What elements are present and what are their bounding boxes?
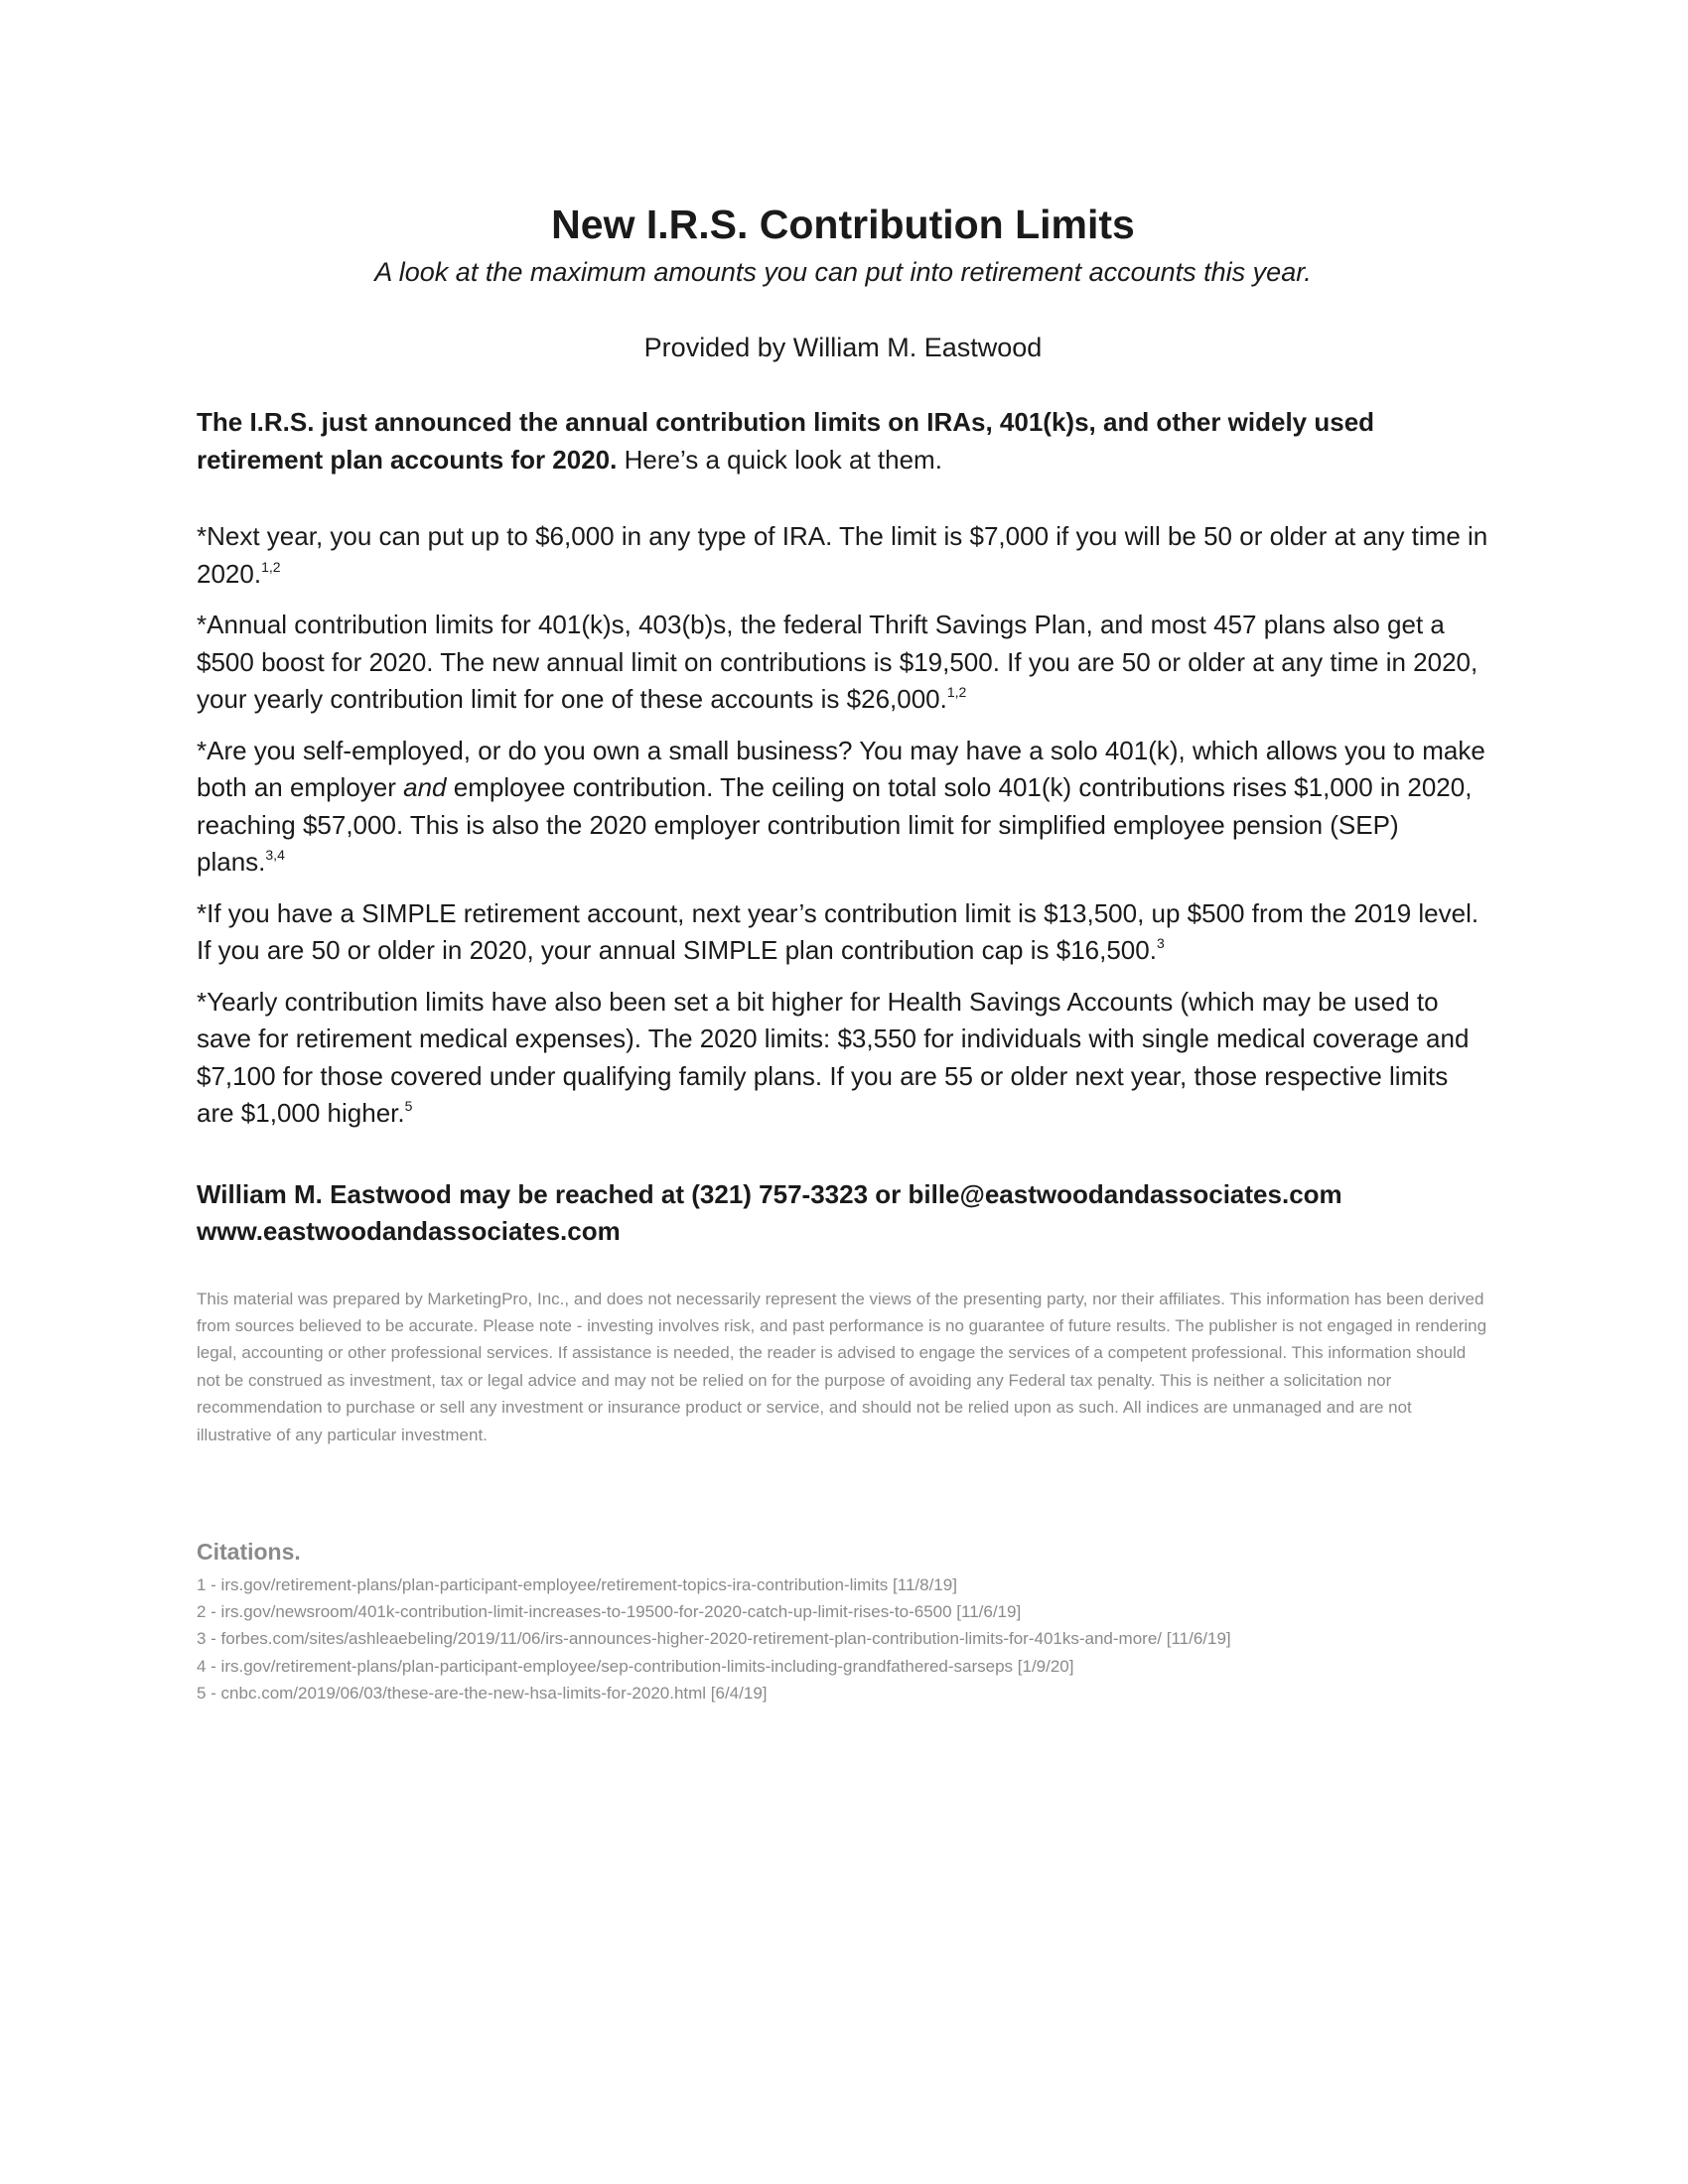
page-title: New I.R.S. Contribution Limits	[551, 202, 1135, 247]
paragraph-text: *Are you self-employed, or do you own a small business? You may have a solo 401(k), which allows you to make both an employer	[197, 735, 1485, 802]
intro-rest-text: Here’s a quick look at them.	[617, 445, 942, 475]
citation-superscript: 3,4	[265, 847, 285, 863]
paragraph-emphasis: and	[403, 772, 447, 802]
website-link[interactable]: www.eastwoodandassociates.com	[197, 1215, 621, 1246]
citations-section	[197, 1536, 1489, 1706]
paragraph-text: *Annual contribution limits for 401(k)s, 403(b)s, the federal Thrift Savings Plan, and most 457 plans also get a $500 boost for 2020. The new annual limit on contributions is $19,500. If you are 50 or older at any time in 2020, your yearly contribution limit for one of these accounts is $26,000.	[197, 610, 1478, 714]
paragraph-hsa-limits	[197, 984, 1489, 1133]
citation-item: 3 - forbes.com/sites/ashleaebeling/2019/11/06/irs-announces-higher-2020-retirement-plan-contribution-limits-for-401ks-and-more/ [11/6/19]	[197, 1629, 1231, 1649]
citation-item: 1 - irs.gov/retirement-plans/plan-participant-employee/retirement-topics-ira-contribution-limits [11/8/19]	[197, 1574, 957, 1594]
paragraph-text: *Yearly contribution limits have also been set a bit higher for Health Savings Accounts (which may be used to save for retirement medical expenses). The 2020 limits: $3,550 for individuals with single medical coverage and $7,100 for those covered under qualifying family plans. If you are 55 or older next year, those respective limits are $1,000 higher.	[197, 986, 1470, 1128]
page-subtitle: A look at the maximum amounts you can put into retirement accounts this year.	[374, 257, 1312, 287]
paragraph-text: employee contribution. The ceiling on total solo 401(k) contributions rises $1,000 in 2020, reaching $57,000. This is also the 2020 employer contribution limit for simplified employee pension (SEP) plans.	[197, 772, 1473, 877]
paragraph-text: *Next year, you can put up to $6,000 in any type of IRA. The limit is $7,000 if you will be 50 or older at any time in 2020.	[197, 521, 1488, 589]
citation-item: 2 - irs.gov/newsroom/401k-contribution-limit-increases-to-19500-for-2020-catch-up-limit-rises-to-6500 [11/6/19]	[197, 1602, 1022, 1622]
citation-superscript: 1,2	[946, 684, 967, 700]
citation-superscript: 5	[404, 1098, 413, 1114]
citation-superscript: 3	[1156, 935, 1165, 951]
document-page	[197, 199, 1489, 1706]
contact-line: William M. Eastwood may be reached at (321) 757-3323 or bille@eastwoodandassociates.com	[197, 1178, 1342, 1209]
paragraph-solo-401k	[197, 733, 1489, 882]
paragraph-simple-ira	[197, 895, 1489, 970]
contact-block	[197, 1176, 1489, 1250]
paragraph-text: *If you have a SIMPLE retirement account, next year’s contribution limit is $13,500, up $500 from the 2019 level. If you are 50 or older in 2020, your annual SIMPLE plan contribution cap is $16,500.	[197, 897, 1479, 965]
paragraph-ira-limits	[197, 518, 1489, 593]
intro-paragraph	[197, 403, 1489, 478]
paragraph-401k-limits	[197, 607, 1489, 719]
provided-by: Provided by William M. Eastwood	[643, 333, 1043, 362]
disclaimer: This material was prepared by MarketingPro, Inc., and does not necessarily represent the views of the presenting party, nor their affiliates. This information has been derived from sources believed to be accurate. Please note - investing involves risk, and past performance is no guarantee of future results. The publisher is not engaged in rendering legal, accounting or other professional services. If assistance is needed, the reader is advised to engage the services of a competent professional. This information should not be construed as investment, tax or legal advice and may not be relied on for the purpose of avoiding any Federal tax penalty. This is neither a solicitation nor recommendation to purchase or sell any investment or insurance product or service, and should not be relied upon as such. All indices are unmanaged and are not illustrative of any particular investment.	[197, 1289, 1487, 1444]
citations-heading: Citations.	[197, 1538, 301, 1565]
citation-item: 5 - cnbc.com/2019/06/03/these-are-the-new-hsa-limits-for-2020.html [6/4/19]	[197, 1683, 768, 1703]
citation-item: 4 - irs.gov/retirement-plans/plan-participant-employee/sep-contribution-limits-including-grandfathered-sarseps [1/9/20]	[197, 1656, 1074, 1676]
citation-superscript: 1,2	[261, 558, 281, 575]
intro-bold-text: The I.R.S. just announced the annual contribution limits on IRAs, 401(k)s, and other widely used retirement plan accounts for 2020.	[197, 407, 1375, 475]
